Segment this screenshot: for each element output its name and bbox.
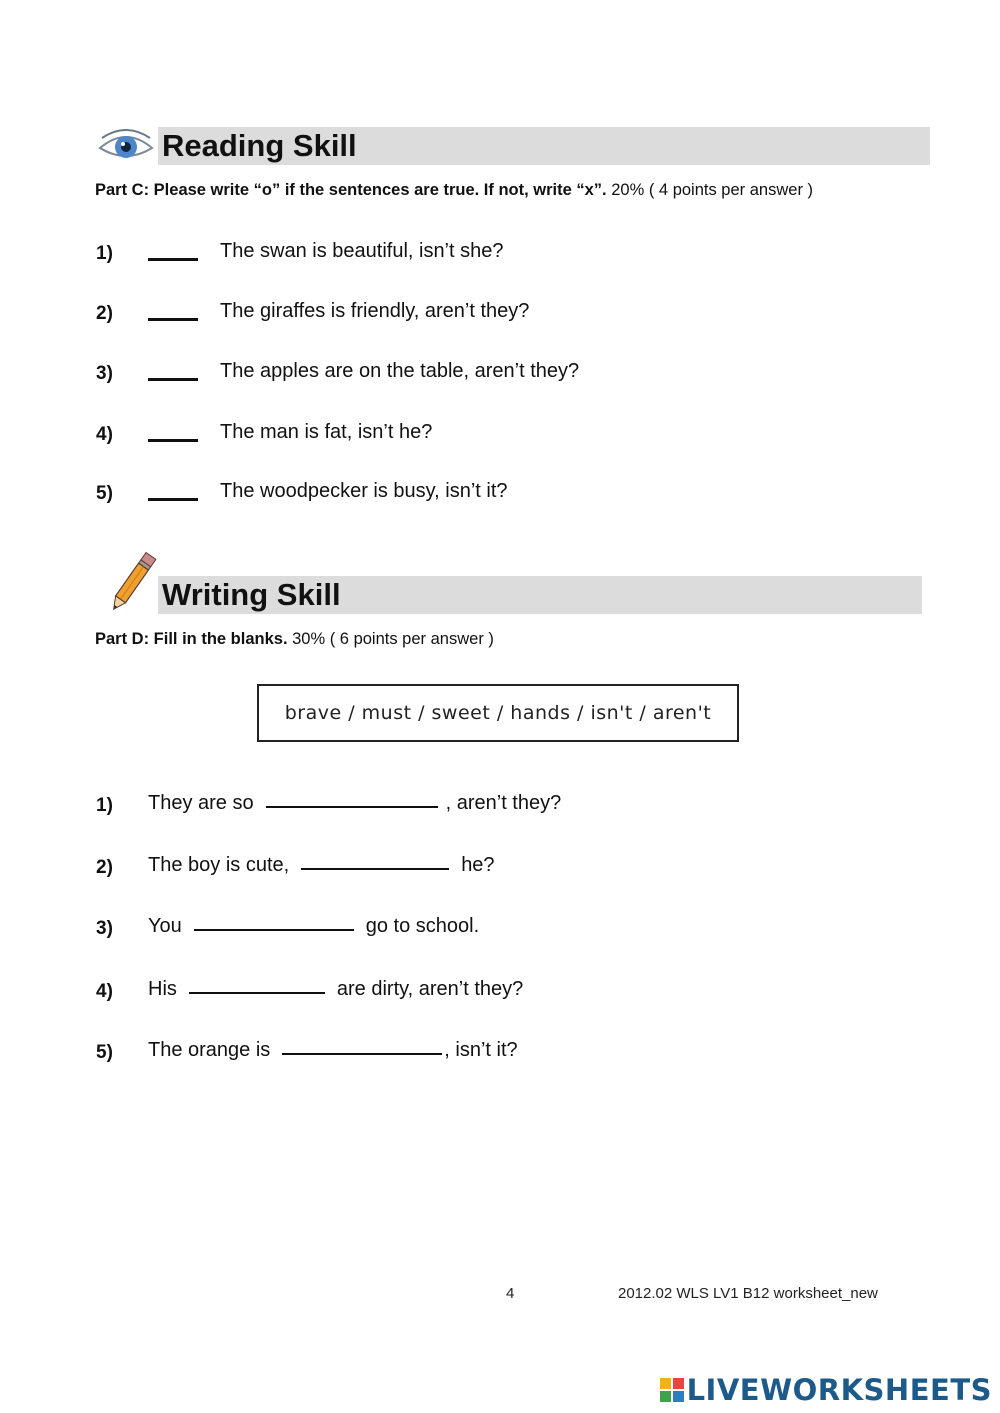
liveworksheets-logo-icon: [659, 1377, 685, 1403]
reading-item-5-text: The woodpecker is busy, isn’t it?: [220, 480, 508, 502]
document-name: 2012.02 WLS LV1 B12 worksheet_new: [618, 1285, 878, 1302]
writing-item-2-blank[interactable]: [301, 868, 449, 870]
writing-item-3: [148, 915, 479, 938]
writing-instruction-points: 30% ( 6 points per answer ): [292, 630, 494, 648]
writing-instruction: [95, 630, 494, 649]
writing-item-3-after: go to school.: [365, 915, 480, 937]
reading-item-5-answer-blank[interactable]: [148, 498, 198, 501]
writing-item-1-after: , aren’t they?: [445, 792, 562, 814]
reading-item-3-text: The apples are on the table, aren’t they?: [220, 360, 580, 382]
writing-item-5-after: , isn’t it?: [444, 1039, 518, 1061]
writing-item-4-blank[interactable]: [189, 992, 325, 994]
reading-item-1-text: The swan is beautiful, isn’t she?: [220, 240, 504, 262]
reading-instruction-main: Part C: Please write “o” if the sentences are true. If not, write “x”.: [95, 181, 607, 199]
writing-section-title: Writing Skill: [162, 577, 341, 612]
writing-item-5-blank[interactable]: [282, 1053, 442, 1055]
writing-item-4-before: His: [148, 978, 177, 1000]
reading-item-2-number: 2): [96, 303, 113, 324]
writing-item-2: [148, 854, 495, 877]
writing-item-2-before: The boy is cute,: [148, 854, 290, 876]
liveworksheets-brand: [659, 1373, 992, 1407]
liveworksheets-brand-text: LIVEWORKSHEETS: [686, 1373, 992, 1407]
writing-item-3-before: You: [148, 915, 182, 937]
reading-item-4-answer-blank[interactable]: [148, 439, 198, 442]
page-number: 4: [506, 1285, 515, 1302]
writing-item-2-number: 2): [96, 857, 113, 878]
writing-item-5: [148, 1039, 518, 1062]
writing-item-5-before: The orange is: [148, 1039, 271, 1061]
writing-item-5-number: 5): [96, 1042, 113, 1063]
reading-item-4-number: 4): [96, 424, 113, 445]
writing-item-4-after: are dirty, aren’t they?: [336, 978, 524, 1000]
writing-item-1-blank[interactable]: [266, 806, 438, 808]
writing-item-1: [148, 792, 561, 815]
reading-section-title: Reading Skill: [162, 128, 357, 163]
reading-item-2-answer-blank[interactable]: [148, 318, 198, 321]
reading-item-5-number: 5): [96, 483, 113, 504]
writing-item-4: [148, 978, 523, 1001]
reading-instruction: [95, 181, 813, 200]
writing-instruction-main: Part D: Fill in the blanks.: [95, 630, 288, 648]
writing-item-3-number: 3): [96, 918, 113, 939]
reading-item-4-text: The man is fat, isn’t he?: [220, 421, 433, 443]
reading-item-1-number: 1): [96, 243, 113, 264]
eye-icon: [96, 124, 156, 168]
word-bank: brave / must / sweet / hands / isn't / aren't: [257, 684, 739, 742]
writing-item-3-blank[interactable]: [194, 929, 354, 931]
reading-item-3-number: 3): [96, 363, 113, 384]
reading-instruction-points: 20% ( 4 points per answer ): [611, 181, 814, 199]
reading-item-1-answer-blank[interactable]: [148, 258, 198, 261]
reading-item-3-answer-blank[interactable]: [148, 378, 198, 381]
writing-item-1-before: They are so: [148, 792, 254, 814]
writing-item-4-number: 4): [96, 981, 113, 1002]
pencil-icon: [104, 548, 160, 618]
writing-item-1-number: 1): [96, 795, 113, 816]
reading-item-2-text: The giraffes is friendly, aren’t they?: [220, 300, 530, 322]
writing-item-2-after: he?: [461, 854, 495, 876]
